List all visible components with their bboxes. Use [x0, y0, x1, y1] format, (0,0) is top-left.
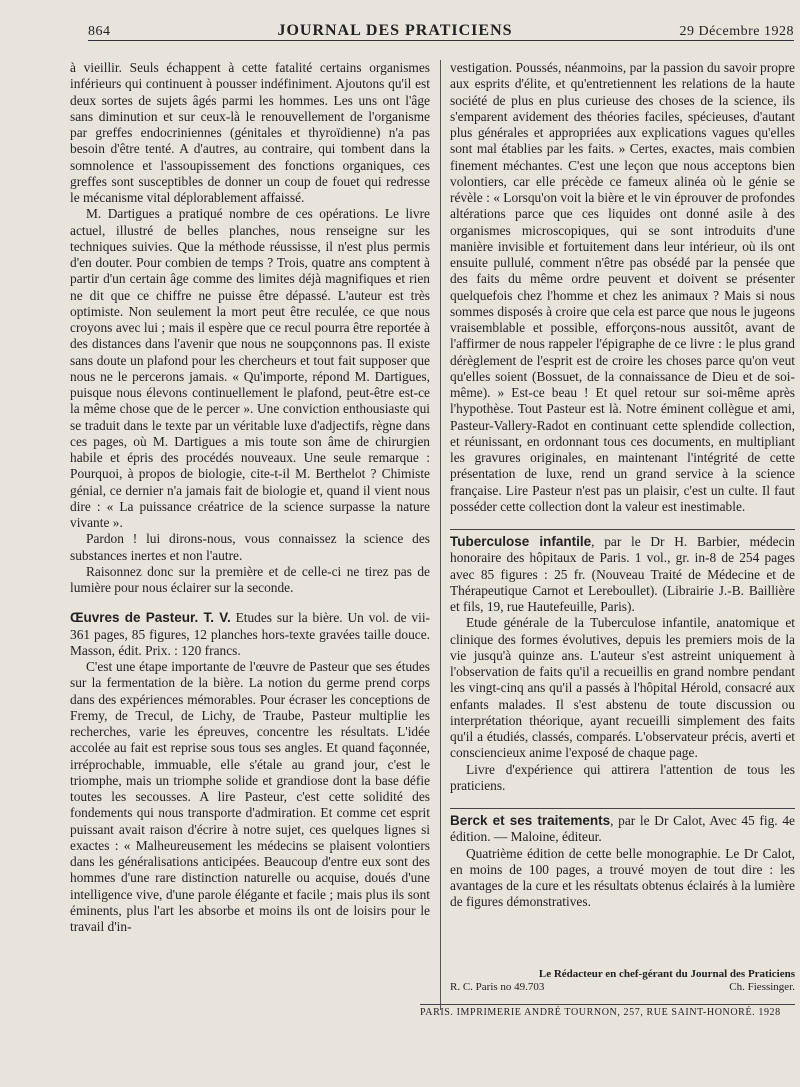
- paragraph: vestigation. Poussés, néanmoins, par la passion du savoir propre aux esprits d'élite, et qu'entretiennent les relations de la haute société de plus en plus curieuse des choses de la science, ils s'emparent avidement des théories faciles, spécieuses, d'autant plus générales et appropriées aux explications vagues qu'elles sont mal établies par les faits. » Certes, exactes, mais combien finement méchantes. C'est une leçon que nous acceptons bien volontiers, car elle précède ce fameux alinéa où le génie se révèle : « Lorsqu'on voit la bière et le vin éprouver de profondes altérations parce que ces liquides ont donné asile à des organismes microscopiques, qui se sont introduits d'une manière invisible et fortuitement dans leur intérieur, où ils ont ensuite pullulé, comment n'être pas obsédé par la pensée que des faits du même ordre peuvent et doivent se présenter quelquefois chez l'homme et chez les animaux ? Mais si nous sommes disposés à croire que cela est parce que nous le jugeons vraisemblable et possible, efforçons-nous aussitôt, avant de l'affirmer de nous rappeler l'épigraphe de ce livre : le plus grand dérèglement de l'esprit est de croire les choses parce qu'on veut qu'elles soient (Bossuet, de la connaissance de Dieu et de soi-même). » Est-ce beau ! Et quel retour sur soi-même après l'hypothèse. Tout Pasteur est là. Notre éminent collègue et ami, Pasteur-Vallery-Radot en continuant cette splendide collection, et réunissant, en ordonnant tous ces documents, en multipliant les gravures originales, en maintenant l'intégrité de cette présentation de luxe, rend un grand service à la science française. Lire Pasteur n'est pas un plaisir, c'est un culte. Il faut posséder cette collection dont la valeur est inestimable.: [450, 60, 795, 514]
- review-citation: [450, 534, 795, 615]
- paragraph: Raisonnez donc sur la première et de celle-ci ne tirez pas de lumière pour nous éclairer sur la seconde.: [70, 563, 430, 595]
- paragraph: C'est une étape importante de l'œuvre de Pasteur que ses études sur la fermentation de la bière. La notion du germe prend corps dans des expériences mémorables. Pour écraser les conceptions de Fremy, de Trecul, de Lichy, de Traube, Pasteur multiplie les recherches, varie les épreuves, concentre les résultats. L'idée accolée au fait est reprise sous tous ses angles. Et quand façonnée, irréprochable, immuable, elle s'étale au grand jour, c'est le triomphe, mais un triomphe solide et grandiose dont la base défie toutes les secousses. A lire Pasteur, c'est cette solidité des fondements qui nous transporte d'admiration. Et comme cet esprit puissant avait raison d'écrire à notre sujet, ces quelques lignes si exactes : « Malheureusement les médecins se plaisent volontiers dans les généralisations anticipées. Beaucoup d'entre eux sont des hommes d'une rare distinction naturelle ou acquise, doués d'une intelligence vive, d'une parole élégante et facile ; mais plus ils sont éminents, plus l'art les absorbe et moins ils ont de loisirs pour le travail d'in-: [70, 659, 430, 934]
- review-citation: [450, 813, 795, 846]
- journal-title: JOURNAL DES PRATICIENS: [277, 22, 513, 39]
- registration-number: R. C. Paris no 49.703: [450, 981, 545, 993]
- paragraph: Quatrième édition de cette belle monographie. Le Dr Calot, en moins de 100 pages, a trouvé moyen de tout dire : les avantages de la cure et les résultats obtenus éclairés à la lumière de figures démonstratives.: [450, 845, 795, 910]
- section-rule: [450, 808, 795, 809]
- review-berck: [450, 813, 795, 911]
- issue-date: 29 Décembre 1928: [679, 24, 794, 39]
- paragraph: M. Dartigues a pratiqué nombre de ces opérations. Le livre actuel, illustré de belles planches, nous renseigne sur les techniques suivies. Que la méthode réussisse, il n'est plus permis d'en douter. Pour combien de temps ? Trois, quatre ans comptent à partir d'un certain âge comme des limites déjà magnifiques et rien ne dit que ce chiffre ne puisse être dépassé. L'auteur est très optimiste. Non seulement la mort peut être reculée, ce que nous croyons avec lui ; mais il espère que ce recul pourra être reportée à des distances dans l'avenir que nous ne soupçonnons pas. Il existe sans doute un plafond pour les chercheurs et tout fait supposer que nous ne le percerons jamais. « Qu'importe, répond M. Dartigues, puisque nous élevons continuellement le plafond, peut-être est-ce la même chose que de le percer ». Une conviction enthousiaste qui se traduit dans le texte par un véritable luxe d'adjectifs, règne dans ces pages, où M. Dartigues a mis toute son âme de chirurgien habile et épris des procédés nouveaux. Une seule remarque : Pourquoi, à propos de biologie, cite-t-il M. Berthelot ? Chimiste génial, ce dernier n'a jamais fait de biologie et, quand il vient nous dire : « La puissance créatrice de la science surpasse la nature vivante ».: [70, 206, 430, 530]
- editor-name: Ch. Fiessinger.: [729, 981, 795, 993]
- review-info: Etudes sur la bière. Un vol. de vii-361 pages, 85 figures, 12 planches hors-texte gravées taille douce. Masson, édit. Prix. : 120 francs.: [70, 610, 430, 658]
- editor-footer: [450, 968, 795, 994]
- review-heading: Berck et ses traitements: [450, 813, 611, 828]
- review-heading: Tuberculose infantile: [450, 534, 592, 549]
- review-heading: Œuvres de Pasteur. T. V.: [70, 610, 231, 626]
- column-divider: [440, 60, 441, 1010]
- review-pasteur: [70, 610, 430, 935]
- paragraph: Etude générale de la Tuberculose infantile, anatomique et clinique des formes évolutives, depuis les premiers mois de la vie jusqu'à quinze ans. L'auteur s'est astreint uniquement à l'observation de faits qu'il a recueillis en grand nombre pendant les vingt-cinq ans qu'il a passés à l'hôpital Hérold, consacré aux enfants malades. Il s'est abstenu de toute discussion ou interprétation théorique, ayant recueilli simplement des faits qu'il a étudiés, classés, comparés. L'observateur précis, averti et consciencieux anime l'exposé de chaque page.: [450, 615, 795, 761]
- section-rule: [450, 529, 795, 530]
- review-info: , par le Dr H. Barbier, médecin honoraire des hôpitaux de Paris. 1 vol., gr. in-8 de 254 pages avec 85 figures : 25 fr. (Nouveau Traité de Médecine et de Thérapeutique Carnot et Lereboullet). (Librairie J.-B. Baillière et fils, 19, rue Hautefeuille, Paris).: [450, 534, 795, 614]
- paragraph: Pardon ! lui dirons-nous, vous connaissez la science des substances inertes et non l'autre.: [70, 531, 430, 563]
- editor-line: Le Rédacteur en chef-gérant du Journal des Praticiens: [538, 968, 795, 980]
- page-number: 864: [88, 24, 111, 39]
- registration-row: [450, 981, 795, 994]
- paragraph: à vieillir. Seuls échappent à cette fatalité certains organismes inférieurs qui continuent à pousser indéfiniment. Ajoutons qu'il est deux sortes de sujets âgés parmi les hommes. Les uns ont l'âge sans diminution et sur ceux-là le renouvellement de l'organisme par greffes endocriniennes (génitales et thyroïdienne) n'a pas besoin d'être tenté. A d'autres, au contraire, qui tombent dans la somnolence et l'assoupissement des fonctions organiques, ces greffes sont susceptibles de donner un coup de fouet qui redresse le mécanisme vital déplorablement affaissé.: [70, 60, 430, 205]
- right-column: [450, 60, 795, 911]
- left-column: [70, 60, 430, 935]
- review-tuberculose: [450, 534, 795, 794]
- review-info: , par le Dr Calot, Avec 45 fig. 4e édition. — Maloine, éditeur.: [450, 813, 795, 845]
- page-header: [88, 18, 794, 41]
- review-citation: [70, 610, 430, 659]
- printer-line: PARIS. IMPRIMERIE ANDRÉ TOURNON, 257, RUE SAINT-HONORÉ. 1928: [420, 1004, 795, 1018]
- paragraph: Livre d'expérience qui attirera l'attention de tous les praticiens.: [450, 761, 795, 793]
